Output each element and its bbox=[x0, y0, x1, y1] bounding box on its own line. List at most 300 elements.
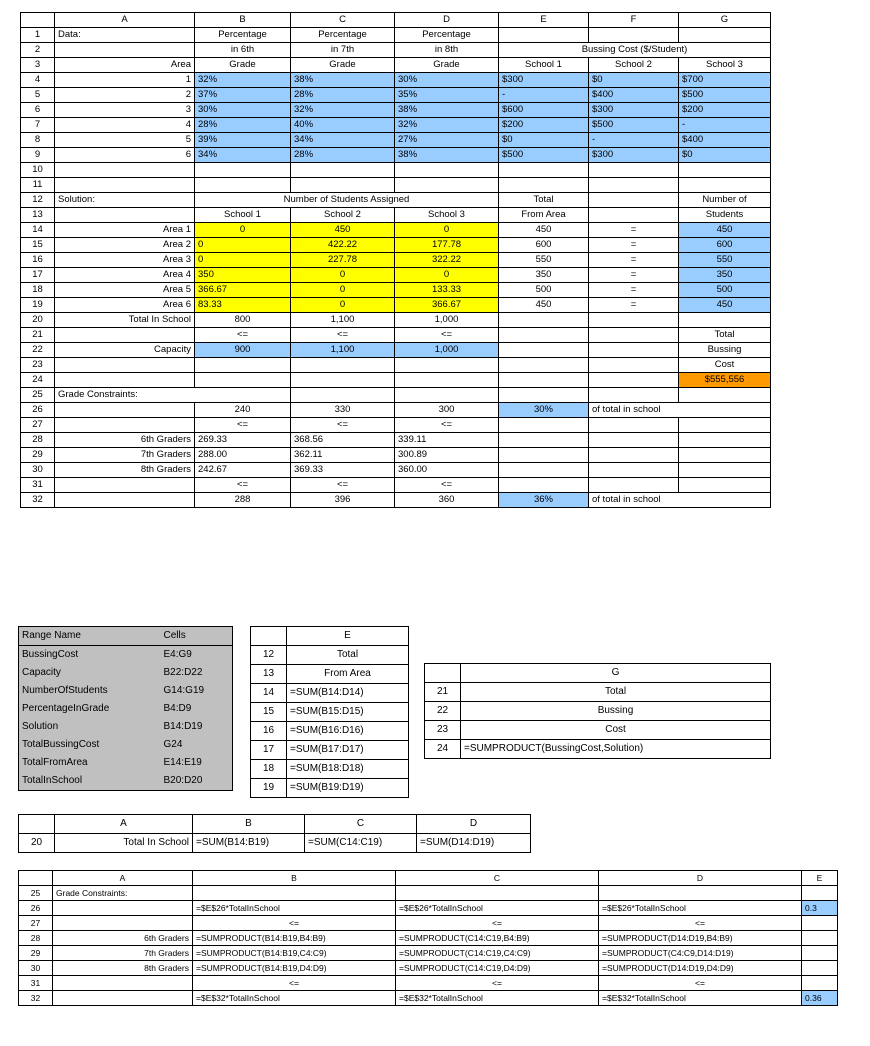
cell-b11[interactable] bbox=[195, 178, 291, 193]
cell-a5[interactable]: 2 bbox=[55, 88, 195, 103]
cell-g25[interactable] bbox=[679, 388, 771, 403]
row-header[interactable]: 12 bbox=[251, 646, 287, 665]
cell-b24[interactable] bbox=[195, 373, 291, 388]
cell-g16[interactable]: 550 bbox=[679, 253, 771, 268]
cell-c26[interactable]: 330 bbox=[291, 403, 395, 418]
cell-f13[interactable] bbox=[589, 208, 679, 223]
cell-e5[interactable]: - bbox=[499, 88, 589, 103]
cell-e15[interactable]: 600 bbox=[499, 238, 589, 253]
corner-cell[interactable] bbox=[19, 871, 53, 886]
cell-b23[interactable] bbox=[195, 358, 291, 373]
cell-g28[interactable] bbox=[679, 433, 771, 448]
cell-g22[interactable]: Bussing bbox=[679, 343, 771, 358]
formula-cell[interactable] bbox=[802, 916, 838, 931]
cell-a17[interactable]: Area 4 bbox=[55, 268, 195, 283]
cell-e20[interactable] bbox=[499, 313, 589, 328]
cell-f27[interactable] bbox=[589, 418, 679, 433]
cell-f7[interactable]: $500 bbox=[589, 118, 679, 133]
cell-b28[interactable]: 269.33 bbox=[195, 433, 291, 448]
cell-c23[interactable] bbox=[291, 358, 395, 373]
cell-e31[interactable] bbox=[499, 478, 589, 493]
range-cells[interactable]: E4:G9 bbox=[163, 649, 192, 660]
row-header[interactable]: 16 bbox=[251, 722, 287, 741]
cell-c19[interactable]: 0 bbox=[291, 298, 395, 313]
cell-c25[interactable] bbox=[291, 388, 395, 403]
col-header-d[interactable]: D bbox=[599, 871, 802, 886]
cell-d9[interactable]: 38% bbox=[395, 148, 499, 163]
cell-c20[interactable]: 1,100 bbox=[291, 313, 395, 328]
row-header[interactable]: 26 bbox=[21, 403, 55, 418]
formula-cell[interactable]: =$E$32*TotalInSchool bbox=[193, 991, 396, 1006]
cell-a30[interactable]: 8th Graders bbox=[55, 463, 195, 478]
row-header[interactable]: 32 bbox=[19, 991, 53, 1006]
cell-g18[interactable]: 500 bbox=[679, 283, 771, 298]
cell-d19[interactable]: 366.67 bbox=[395, 298, 499, 313]
cell-e7[interactable]: $200 bbox=[499, 118, 589, 133]
cell-c24[interactable] bbox=[291, 373, 395, 388]
cell-a1[interactable]: Data: bbox=[55, 28, 195, 43]
formula-cell[interactable]: =SUM(B15:D15) bbox=[287, 703, 409, 722]
range-cells[interactable]: B20:D20 bbox=[163, 775, 203, 786]
cell-f3[interactable]: School 2 bbox=[589, 58, 679, 73]
cell-e13[interactable]: From Area bbox=[499, 208, 589, 223]
cell-e12[interactable]: Total bbox=[499, 193, 589, 208]
row-header[interactable]: 6 bbox=[21, 103, 55, 118]
cell-a12[interactable]: Solution: bbox=[55, 193, 195, 208]
cell-c9[interactable]: 28% bbox=[291, 148, 395, 163]
row-header[interactable]: 7 bbox=[21, 118, 55, 133]
cell-f4[interactable]: $0 bbox=[589, 73, 679, 88]
cell-g8[interactable]: $400 bbox=[679, 133, 771, 148]
cell-b29[interactable]: 288.00 bbox=[195, 448, 291, 463]
cell-f9[interactable]: $300 bbox=[589, 148, 679, 163]
corner-cell[interactable] bbox=[19, 815, 55, 834]
cell-g1[interactable] bbox=[679, 28, 771, 43]
formula-cell[interactable]: <= bbox=[599, 976, 802, 991]
cell-b20[interactable]: 800 bbox=[195, 313, 291, 328]
cell-g9[interactable]: $0 bbox=[679, 148, 771, 163]
row-header[interactable]: 2 bbox=[21, 43, 55, 58]
cell-f23[interactable] bbox=[589, 358, 679, 373]
cell-d16[interactable]: 322.22 bbox=[395, 253, 499, 268]
range-name[interactable]: BussingCost bbox=[22, 649, 79, 660]
formula-cell[interactable]: =$E$32*TotalInSchool bbox=[396, 991, 599, 1006]
col-header-a[interactable]: A bbox=[53, 871, 193, 886]
range-name[interactable]: TotalFromArea bbox=[22, 757, 88, 768]
cell-c13[interactable]: School 2 bbox=[291, 208, 395, 223]
range-name[interactable]: TotalInSchool bbox=[22, 775, 83, 786]
cell-c2[interactable]: in 7th bbox=[291, 43, 395, 58]
formula-cell[interactable]: =SUM(B18:D18) bbox=[287, 760, 409, 779]
cell-c4[interactable]: 38% bbox=[291, 73, 395, 88]
formula-cell-e32[interactable]: 0.36 bbox=[802, 991, 838, 1006]
cell-f12[interactable] bbox=[589, 193, 679, 208]
col-header-b[interactable]: B bbox=[193, 871, 396, 886]
corner-cell[interactable] bbox=[425, 664, 461, 683]
cell-e19[interactable]: 450 bbox=[499, 298, 589, 313]
col-header-a[interactable]: A bbox=[55, 815, 193, 834]
row-header[interactable]: 25 bbox=[19, 886, 53, 901]
formula-cell[interactable]: From Area bbox=[287, 665, 409, 684]
cell-c1[interactable]: Percentage bbox=[291, 28, 395, 43]
row-header[interactable]: 12 bbox=[21, 193, 55, 208]
cell-f16[interactable]: = bbox=[589, 253, 679, 268]
cell-f29[interactable] bbox=[589, 448, 679, 463]
cell-c6[interactable]: 32% bbox=[291, 103, 395, 118]
row-header[interactable]: 21 bbox=[425, 683, 461, 702]
col-header-c[interactable]: C bbox=[305, 815, 417, 834]
col-header-d[interactable]: D bbox=[417, 815, 531, 834]
cell-a22[interactable]: Capacity bbox=[55, 343, 195, 358]
row-header[interactable]: 8 bbox=[21, 133, 55, 148]
cell-b1[interactable]: Percentage bbox=[195, 28, 291, 43]
cell-a21[interactable] bbox=[55, 328, 195, 343]
cell-c29[interactable]: 362.11 bbox=[291, 448, 395, 463]
cell-g7[interactable]: - bbox=[679, 118, 771, 133]
cell-b2[interactable]: in 6th bbox=[195, 43, 291, 58]
row-header[interactable]: 24 bbox=[21, 373, 55, 388]
cell-b5[interactable]: 37% bbox=[195, 88, 291, 103]
col-header-d[interactable]: D bbox=[395, 13, 499, 28]
row-header[interactable]: 14 bbox=[251, 684, 287, 703]
formula-cell[interactable]: =$E$26*TotalInSchool bbox=[599, 901, 802, 916]
row-header[interactable]: 26 bbox=[19, 901, 53, 916]
cell-e9[interactable]: $500 bbox=[499, 148, 589, 163]
formula-cell[interactable]: =SUMPRODUCT(B14:B19,C4:C9) bbox=[193, 946, 396, 961]
row-header[interactable]: 31 bbox=[21, 478, 55, 493]
cell-f15[interactable]: = bbox=[589, 238, 679, 253]
cell-a24[interactable] bbox=[55, 373, 195, 388]
cell-f5[interactable]: $400 bbox=[589, 88, 679, 103]
col-header-g[interactable]: G bbox=[461, 664, 771, 683]
cell-g15[interactable]: 600 bbox=[679, 238, 771, 253]
col-header-b[interactable]: B bbox=[195, 13, 291, 28]
cell-e4[interactable]: $300 bbox=[499, 73, 589, 88]
row-header[interactable]: 28 bbox=[21, 433, 55, 448]
cell-f32[interactable]: of total in school bbox=[589, 493, 771, 508]
formula-cell[interactable] bbox=[193, 886, 396, 901]
cell-c16[interactable]: 227.78 bbox=[291, 253, 395, 268]
cell-e11[interactable] bbox=[499, 178, 589, 193]
formula-cell[interactable]: Total In School bbox=[55, 834, 193, 853]
formula-cell[interactable]: <= bbox=[599, 916, 802, 931]
cell-a3[interactable]: Area bbox=[55, 58, 195, 73]
cell-f6[interactable]: $300 bbox=[589, 103, 679, 118]
range-cells[interactable]: B4:D9 bbox=[163, 703, 192, 714]
cell-a16[interactable]: Area 3 bbox=[55, 253, 195, 268]
cell-f1[interactable] bbox=[589, 28, 679, 43]
cell-b14[interactable]: 0 bbox=[195, 223, 291, 238]
cell-e22[interactable] bbox=[499, 343, 589, 358]
cell-d4[interactable]: 30% bbox=[395, 73, 499, 88]
row-header[interactable]: 30 bbox=[19, 961, 53, 976]
formula-cell[interactable] bbox=[802, 946, 838, 961]
cell-a14[interactable]: Area 1 bbox=[55, 223, 195, 238]
cell-e27[interactable] bbox=[499, 418, 589, 433]
cell-d17[interactable]: 0 bbox=[395, 268, 499, 283]
corner-cell[interactable] bbox=[251, 627, 287, 646]
cell-a9[interactable]: 6 bbox=[55, 148, 195, 163]
row-header[interactable]: 22 bbox=[425, 702, 461, 721]
cell-d30[interactable]: 360.00 bbox=[395, 463, 499, 478]
cell-f10[interactable] bbox=[589, 163, 679, 178]
cell-g13[interactable]: Students bbox=[679, 208, 771, 223]
formula-cell[interactable] bbox=[802, 886, 838, 901]
cell-g27[interactable] bbox=[679, 418, 771, 433]
cell-a7[interactable]: 4 bbox=[55, 118, 195, 133]
row-header[interactable]: 13 bbox=[251, 665, 287, 684]
cell-b19[interactable]: 83.33 bbox=[195, 298, 291, 313]
formula-cell[interactable]: 8th Graders bbox=[53, 961, 193, 976]
cell-b9[interactable]: 34% bbox=[195, 148, 291, 163]
formula-cell[interactable]: Cost bbox=[461, 721, 771, 740]
cell-f25[interactable] bbox=[589, 388, 679, 403]
cell-d14[interactable]: 0 bbox=[395, 223, 499, 238]
cell-b12-students-assigned[interactable]: Number of Students Assigned bbox=[195, 193, 499, 208]
cell-a4[interactable]: 1 bbox=[55, 73, 195, 88]
cell-a28[interactable]: 6th Graders bbox=[55, 433, 195, 448]
range-cells[interactable]: B14:D19 bbox=[163, 721, 203, 732]
col-header-f[interactable]: F bbox=[589, 13, 679, 28]
row-header[interactable]: 23 bbox=[21, 358, 55, 373]
cell-d18[interactable]: 133.33 bbox=[395, 283, 499, 298]
row-header[interactable]: 23 bbox=[425, 721, 461, 740]
formula-cell[interactable]: =SUMPRODUCT(C4:C9,D14:D19) bbox=[599, 946, 802, 961]
formula-cell[interactable]: =SUMPRODUCT(D14:D19,B4:B9) bbox=[599, 931, 802, 946]
row-header[interactable]: 19 bbox=[21, 298, 55, 313]
row-header[interactable]: 18 bbox=[21, 283, 55, 298]
cell-g20[interactable] bbox=[679, 313, 771, 328]
cell-a11[interactable] bbox=[55, 178, 195, 193]
cell-e32[interactable]: 36% bbox=[499, 493, 589, 508]
cell-g19[interactable]: 450 bbox=[679, 298, 771, 313]
cell-f22[interactable] bbox=[589, 343, 679, 358]
cell-b26[interactable]: 240 bbox=[195, 403, 291, 418]
cell-d24[interactable] bbox=[395, 373, 499, 388]
formula-cell[interactable]: =SUM(D14:D19) bbox=[417, 834, 531, 853]
row-header[interactable]: 22 bbox=[21, 343, 55, 358]
formula-cell[interactable]: =SUM(B17:D17) bbox=[287, 741, 409, 760]
row-header[interactable]: 13 bbox=[21, 208, 55, 223]
cell-e17[interactable]: 350 bbox=[499, 268, 589, 283]
cell-e16[interactable]: 550 bbox=[499, 253, 589, 268]
formula-cell[interactable]: =SUM(C14:C19) bbox=[305, 834, 417, 853]
range-cells[interactable]: E14:E19 bbox=[163, 757, 202, 768]
row-header[interactable]: 28 bbox=[19, 931, 53, 946]
col-header-c[interactable]: C bbox=[396, 871, 599, 886]
cell-g6[interactable]: $200 bbox=[679, 103, 771, 118]
formula-cell[interactable]: =$E$26*TotalInSchool bbox=[193, 901, 396, 916]
cell-c14[interactable]: 450 bbox=[291, 223, 395, 238]
row-header[interactable]: 27 bbox=[21, 418, 55, 433]
cell-b30[interactable]: 242.67 bbox=[195, 463, 291, 478]
row-header[interactable]: 3 bbox=[21, 58, 55, 73]
row-header[interactable]: 29 bbox=[21, 448, 55, 463]
cell-f19[interactable]: = bbox=[589, 298, 679, 313]
formula-cell[interactable]: =SUMPRODUCT(B14:B19,B4:B9) bbox=[193, 931, 396, 946]
formula-cell[interactable] bbox=[802, 976, 838, 991]
formula-cell[interactable]: =SUMPRODUCT(B14:B19,D4:D9) bbox=[193, 961, 396, 976]
col-header-b[interactable]: B bbox=[193, 815, 305, 834]
cell-c31[interactable]: <= bbox=[291, 478, 395, 493]
cell-e2-bussing-cost-title[interactable]: Bussing Cost ($/Student) bbox=[499, 43, 771, 58]
cell-a29[interactable]: 7th Graders bbox=[55, 448, 195, 463]
cell-d25[interactable] bbox=[395, 388, 499, 403]
cell-d15[interactable]: 177.78 bbox=[395, 238, 499, 253]
col-header-c[interactable]: C bbox=[291, 13, 395, 28]
cell-b31[interactable]: <= bbox=[195, 478, 291, 493]
cell-c5[interactable]: 28% bbox=[291, 88, 395, 103]
cell-a25[interactable]: Grade Constraints: bbox=[55, 388, 291, 403]
cell-e29[interactable] bbox=[499, 448, 589, 463]
cell-d28[interactable]: 339.11 bbox=[395, 433, 499, 448]
cell-a6[interactable]: 3 bbox=[55, 103, 195, 118]
cell-g10[interactable] bbox=[679, 163, 771, 178]
row-header[interactable]: 19 bbox=[251, 779, 287, 798]
cell-f20[interactable] bbox=[589, 313, 679, 328]
cell-b27[interactable]: <= bbox=[195, 418, 291, 433]
cell-d8[interactable]: 27% bbox=[395, 133, 499, 148]
range-name[interactable]: TotalBussingCost bbox=[22, 739, 100, 750]
col-header-a[interactable]: A bbox=[55, 13, 195, 28]
cell-g30[interactable] bbox=[679, 463, 771, 478]
cell-e10[interactable] bbox=[499, 163, 589, 178]
cell-g31[interactable] bbox=[679, 478, 771, 493]
cell-d20[interactable]: 1,000 bbox=[395, 313, 499, 328]
cell-c17[interactable]: 0 bbox=[291, 268, 395, 283]
cell-f31[interactable] bbox=[589, 478, 679, 493]
row-header[interactable]: 18 bbox=[251, 760, 287, 779]
cell-c10[interactable] bbox=[291, 163, 395, 178]
cell-e30[interactable] bbox=[499, 463, 589, 478]
cell-d3[interactable]: Grade bbox=[395, 58, 499, 73]
cell-b22[interactable]: 900 bbox=[195, 343, 291, 358]
corner-cell[interactable] bbox=[21, 13, 55, 28]
formula-cell[interactable]: <= bbox=[193, 976, 396, 991]
row-header[interactable]: 16 bbox=[21, 253, 55, 268]
cell-a2[interactable] bbox=[55, 43, 195, 58]
formula-cell[interactable] bbox=[802, 961, 838, 976]
formula-cell[interactable]: Bussing bbox=[461, 702, 771, 721]
formula-cell[interactable]: Grade Constraints: bbox=[53, 886, 193, 901]
cell-b8[interactable]: 39% bbox=[195, 133, 291, 148]
cell-f21[interactable] bbox=[589, 328, 679, 343]
cell-c22[interactable]: 1,100 bbox=[291, 343, 395, 358]
row-header[interactable]: 24 bbox=[425, 740, 461, 759]
row-header[interactable]: 25 bbox=[21, 388, 55, 403]
row-header[interactable]: 14 bbox=[21, 223, 55, 238]
cell-e23[interactable] bbox=[499, 358, 589, 373]
row-header[interactable]: 9 bbox=[21, 148, 55, 163]
row-header[interactable]: 21 bbox=[21, 328, 55, 343]
formula-cell[interactable]: =SUM(B16:D16) bbox=[287, 722, 409, 741]
cell-e8[interactable]: $0 bbox=[499, 133, 589, 148]
formula-cell[interactable]: =$E$32*TotalInSchool bbox=[599, 991, 802, 1006]
formula-cell[interactable] bbox=[53, 976, 193, 991]
cell-g21[interactable]: Total bbox=[679, 328, 771, 343]
row-header[interactable]: 1 bbox=[21, 28, 55, 43]
formula-cell[interactable] bbox=[53, 901, 193, 916]
cell-b6[interactable]: 30% bbox=[195, 103, 291, 118]
col-header-e[interactable]: E bbox=[499, 13, 589, 28]
cell-g11[interactable] bbox=[679, 178, 771, 193]
row-header[interactable]: 15 bbox=[251, 703, 287, 722]
cell-c27[interactable]: <= bbox=[291, 418, 395, 433]
cell-g3[interactable]: School 3 bbox=[679, 58, 771, 73]
row-header[interactable]: 4 bbox=[21, 73, 55, 88]
formula-cell[interactable]: Total bbox=[461, 683, 771, 702]
cell-a15[interactable]: Area 2 bbox=[55, 238, 195, 253]
cell-c3[interactable]: Grade bbox=[291, 58, 395, 73]
cell-a8[interactable]: 5 bbox=[55, 133, 195, 148]
cell-b21[interactable]: <= bbox=[195, 328, 291, 343]
formula-cell-total-cost[interactable]: =SUMPRODUCT(BussingCost,Solution) bbox=[461, 740, 771, 759]
cell-f11[interactable] bbox=[589, 178, 679, 193]
cell-d21[interactable]: <= bbox=[395, 328, 499, 343]
cell-g17[interactable]: 350 bbox=[679, 268, 771, 283]
cell-d22[interactable]: 1,000 bbox=[395, 343, 499, 358]
cell-f30[interactable] bbox=[589, 463, 679, 478]
cell-c21[interactable]: <= bbox=[291, 328, 395, 343]
cell-b13[interactable]: School 1 bbox=[195, 208, 291, 223]
cell-d29[interactable]: 300.89 bbox=[395, 448, 499, 463]
row-header[interactable]: 20 bbox=[21, 313, 55, 328]
cell-b10[interactable] bbox=[195, 163, 291, 178]
cell-d10[interactable] bbox=[395, 163, 499, 178]
cell-b18[interactable]: 366.67 bbox=[195, 283, 291, 298]
cell-c15[interactable]: 422.22 bbox=[291, 238, 395, 253]
row-header[interactable]: 11 bbox=[21, 178, 55, 193]
cell-e24[interactable] bbox=[499, 373, 589, 388]
cell-d7[interactable]: 32% bbox=[395, 118, 499, 133]
row-header[interactable]: 5 bbox=[21, 88, 55, 103]
range-name[interactable]: Solution bbox=[22, 721, 59, 732]
cell-g12[interactable]: Number of bbox=[679, 193, 771, 208]
formula-cell[interactable] bbox=[53, 991, 193, 1006]
cell-d2[interactable]: in 8th bbox=[395, 43, 499, 58]
cell-d27[interactable]: <= bbox=[395, 418, 499, 433]
cell-b17[interactable]: 350 bbox=[195, 268, 291, 283]
cell-e18[interactable]: 500 bbox=[499, 283, 589, 298]
cell-c18[interactable]: 0 bbox=[291, 283, 395, 298]
cell-f28[interactable] bbox=[589, 433, 679, 448]
formula-cell[interactable]: =SUMPRODUCT(C14:C19,C4:C9) bbox=[396, 946, 599, 961]
cell-a32[interactable] bbox=[55, 493, 195, 508]
cell-e14[interactable]: 450 bbox=[499, 223, 589, 238]
formula-cell-e26[interactable]: 0.3 bbox=[802, 901, 838, 916]
formula-cell[interactable]: =SUMPRODUCT(D14:D19,D4:D9) bbox=[599, 961, 802, 976]
row-header[interactable]: 17 bbox=[21, 268, 55, 283]
formula-cell[interactable]: <= bbox=[396, 976, 599, 991]
col-header-e[interactable]: E bbox=[287, 627, 409, 646]
row-header[interactable]: 30 bbox=[21, 463, 55, 478]
formula-cell[interactable]: =SUM(B14:D14) bbox=[287, 684, 409, 703]
cell-b7[interactable]: 28% bbox=[195, 118, 291, 133]
row-header[interactable]: 17 bbox=[251, 741, 287, 760]
cell-b4[interactable]: 32% bbox=[195, 73, 291, 88]
cell-g4[interactable]: $700 bbox=[679, 73, 771, 88]
formula-cell[interactable]: =SUM(B19:D19) bbox=[287, 779, 409, 798]
cell-f8[interactable]: - bbox=[589, 133, 679, 148]
cell-a20[interactable]: Total In School bbox=[55, 313, 195, 328]
cell-d31[interactable]: <= bbox=[395, 478, 499, 493]
cell-b32[interactable]: 288 bbox=[195, 493, 291, 508]
formula-cell[interactable]: <= bbox=[396, 916, 599, 931]
range-name[interactable]: PercentageInGrade bbox=[22, 703, 110, 714]
col-header-e[interactable]: E bbox=[802, 871, 838, 886]
cell-f18[interactable]: = bbox=[589, 283, 679, 298]
row-header[interactable]: 15 bbox=[21, 238, 55, 253]
